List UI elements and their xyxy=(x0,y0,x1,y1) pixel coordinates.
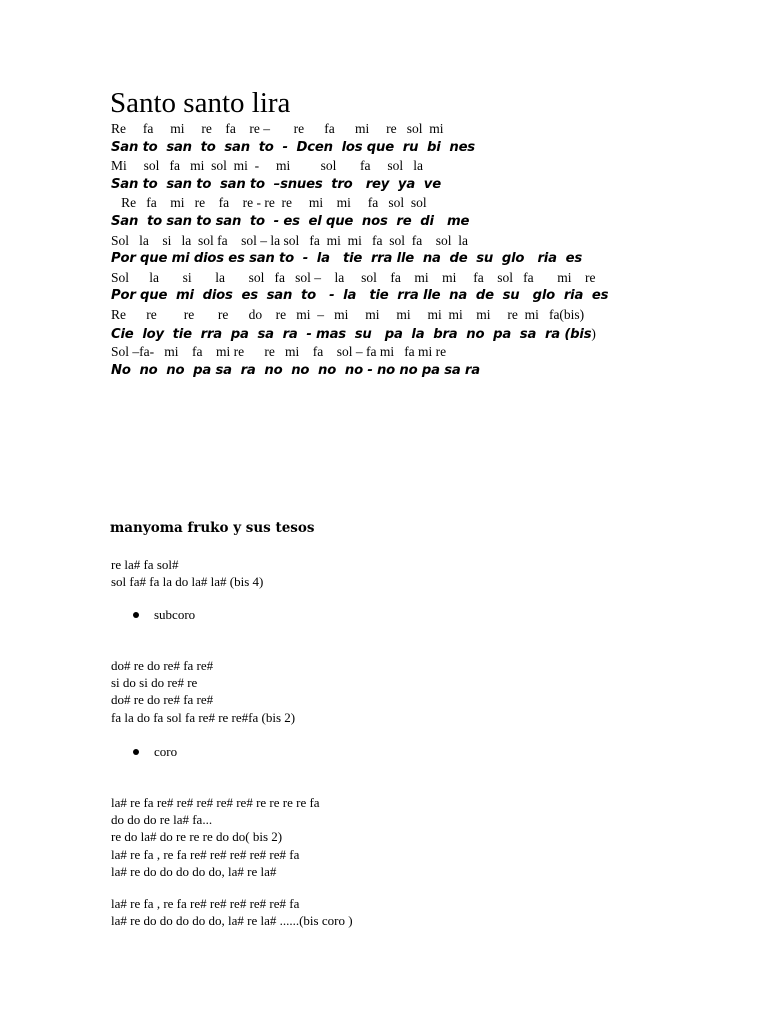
lyric-text: Por que mi dios es san to - la tie rra lle na de su glo ria es xyxy=(111,251,582,267)
notes-line xyxy=(111,194,751,213)
lyric-line xyxy=(111,176,751,195)
bullet-label: coro xyxy=(154,744,178,759)
lyric-line xyxy=(111,213,751,232)
lyric-text: San to san to san to - Dcen los que ru bi nes xyxy=(111,139,475,155)
notes-line xyxy=(111,232,751,251)
lyric-tail: ) xyxy=(591,325,596,341)
bullet-dot-icon xyxy=(133,612,139,618)
notes-text: Re re re re do re mi – mi mi mi mi mi mi re mi fa(bis) xyxy=(111,306,585,322)
song2-verse xyxy=(111,657,731,726)
notes-line xyxy=(111,306,751,325)
chorus-line: la# re fa re# re# re# re# re# re re re re fa xyxy=(111,795,320,810)
song2-chorus xyxy=(111,794,731,880)
intro-line: re la# fa sol# xyxy=(111,557,179,572)
song2-outro xyxy=(111,895,731,929)
lyric-line xyxy=(111,362,751,381)
verse-line: fa la do fa sol fa re# re re#fa (bis 2) xyxy=(111,709,296,725)
bullet-label: subcoro xyxy=(154,607,196,622)
bullet-dot-icon xyxy=(133,749,139,755)
lyric-line xyxy=(111,139,751,158)
lyric-text: Cie loy tie rra pa sa ra - mas su pa la bra no pa sa ra (bis xyxy=(111,326,592,342)
verse-line: do# re do re# fa re# xyxy=(111,658,214,673)
notes-text: Re fa mi re fa re – re fa mi re sol mi xyxy=(111,121,444,136)
bullet-coro xyxy=(133,743,177,761)
intro-line: sol fa# fa la do la# la# (bis 4) xyxy=(111,574,264,590)
verse-line: si do si do re# re xyxy=(111,675,198,691)
chorus-line: re do la# do re re re do do( bis 2) xyxy=(111,829,283,845)
lyric-text: San to san to san to –snues tro rey ya ve xyxy=(111,176,441,192)
chorus-line: la# re fa , re fa re# re# re# re# re# fa xyxy=(111,846,300,862)
lyric-text: San to san to san to - es el que nos re di me xyxy=(111,213,470,229)
bullet-subcoro xyxy=(133,606,195,624)
notes-line xyxy=(111,343,751,362)
notes-text: Sol la si la sol fa sol – la sol fa mi mi fa sol fa mi re xyxy=(111,269,596,285)
notes-text: Re fa mi re fa re - re re mi mi fa sol sol xyxy=(111,195,427,211)
song2-intro xyxy=(111,556,731,590)
outro-line: la# re do do do do do, la# re la# ......(bis coro ) xyxy=(111,913,353,929)
notes-line xyxy=(111,269,751,288)
notes-text: Sol la si la sol fa sol – la sol fa mi mi fa sol fa sol la xyxy=(111,232,468,248)
lyric-text: No no no pa sa ra no no no no - no no pa sa ra xyxy=(111,362,480,378)
verse-line: do# re do re# fa re# xyxy=(111,692,214,708)
song1-lyrics-block xyxy=(111,120,751,380)
notes-line xyxy=(111,120,751,139)
lyric-line xyxy=(111,287,751,306)
lyric-line xyxy=(111,325,751,344)
notes-line xyxy=(111,157,751,176)
lyric-line xyxy=(111,250,751,269)
song2-title: manyoma fruko y sus tesos xyxy=(110,520,315,536)
notes-text: Mi sol fa mi sol mi - mi sol fa sol la xyxy=(111,158,423,174)
song1-title: Santo santo lira xyxy=(110,87,291,119)
chorus-line: la# re do do do do do, la# re la# xyxy=(111,863,277,879)
lyric-text: Por que mi dios es san to - la tie rra lle na de su glo ria es xyxy=(111,288,609,304)
outro-line: la# re fa , re fa re# re# re# re# re# fa xyxy=(111,896,300,911)
notes-text: Sol –fa- mi fa mi re re mi fa sol – fa mi fa mi re xyxy=(111,344,447,360)
chorus-line: do do do re la# fa... xyxy=(111,812,213,828)
